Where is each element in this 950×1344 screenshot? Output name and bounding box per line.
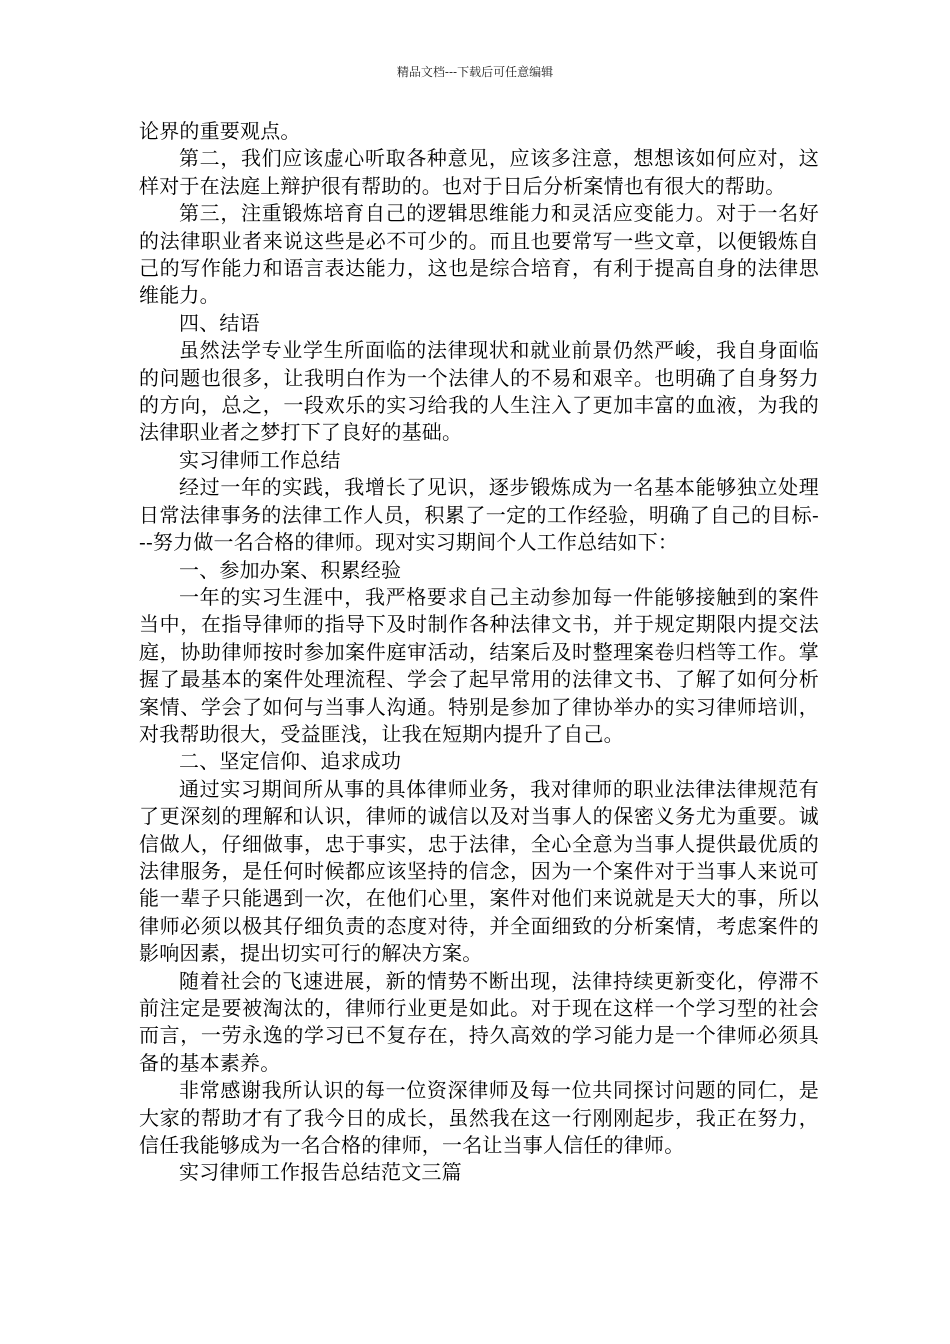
paragraph-2: 第二，我们应该虚心听取各种意见，应该多注意，想想该如何应对，这样对于在法庭上辩护很有帮助的。也对于日后分析案情也有很大的帮助。 (139, 146, 819, 198)
paragraph-11: 通过实习期间所从事的具体律师业务，我对律师的职业法律法律规范有了更深刻的理解和认识，律师的诚信以及对当事人的保密义务尤为重要。诚信做人，仔细做事，忠于事实，忠于法律，全心全意为当事人提供最优质的法律服务，是任何时候都应该坚持的信念，因为一个案件对于当事人来说可能一辈子只能遇到一次，在他们心里，案件对他们来说就是天大的事，所以律师必须以极其仔细负责的态度对待，并全面细致的分析案情，考虑案件的影响因素，提出切实可行的解决方案。 (139, 776, 819, 966)
document-body (139, 118, 819, 1187)
section-heading-1: 一、参加办案、积累经验 (179, 557, 402, 582)
paragraph-5: 虽然法学专业学生所面临的法律现状和就业前景仍然严峻，我自身面临的问题也很多，让我明白作为一个法律人的不易和艰辛。也明确了自身努力的方向，总之，一段欢乐的实习给我的人生注入了更加丰富的血液，为我的法律职业者之梦打下了良好的基础。 (139, 338, 819, 445)
next-article-title: 实习律师工作报告总结范文三篇 (179, 1160, 462, 1185)
paragraph-12: 随着社会的飞速进展，新的情势不断出现，法律持续更新变化，停滞不前注定是要被淘汰的，律师行业更是如此。对于现在这样一个学习型的社会而言，一劳永逸的学习已不复存在，持久高效的学习能力是一个律师必须具备的基本素养。 (139, 968, 819, 1075)
section-heading-conclusion: 四、结语 (179, 310, 260, 335)
page-header: 精品文档---下载后可任意编辑 (396, 65, 554, 79)
paragraph-1: 论界的重要观点。 (139, 119, 301, 143)
paragraph-9: 一年的实习生涯中，我严格要求自己主动参加每一件能够接触到的案件当中，在指导律师的指导下及时制作各种法律文书，并于规定期限内提交法庭，协助律师按时参加案件庭审活动，结案后及时整理案卷归档等工作。掌握了最基本的案件处理流程、学会了起早常用的法律文书、了解了如何分析案情、学会了如何与当事人沟通。特别是参加了律协举办的实习律师培训，对我帮助很大，受益匪浅，让我在短期内提升了自己。 (139, 584, 819, 746)
article-title: 实习律师工作总结 (179, 447, 341, 472)
paragraph-13: 非常感谢我所认识的每一位资深律师及每一位共同探讨问题的同仁，是大家的帮助才有了我今日的成长，虽然我在这一行刚刚起步，我正在努力，信任我能够成为一名合格的律师，一名让当事人信任的律师。 (139, 1078, 819, 1158)
paragraph-7: 经过一年的实践，我增长了见识，逐步锻炼成为一名基本能够独立处理日常法律事务的法律工作人员，积累了一定的工作经验，明确了自己的目标---努力做一名合格的律师。现对实习期间个人工作总结如下： (139, 475, 819, 555)
section-heading-2: 二、坚定信仰、追求成功 (179, 749, 402, 774)
paragraph-3: 第三，注重锻炼培育自己的逻辑思维能力和灵活应变能力。对于一名好的法律职业者来说这些是必不可少的。而且也要常写一些文章，以便锻炼自己的写作能力和语言表达能力，这也是综合培育，有利于提高自身的法律思维能力。 (139, 201, 819, 308)
